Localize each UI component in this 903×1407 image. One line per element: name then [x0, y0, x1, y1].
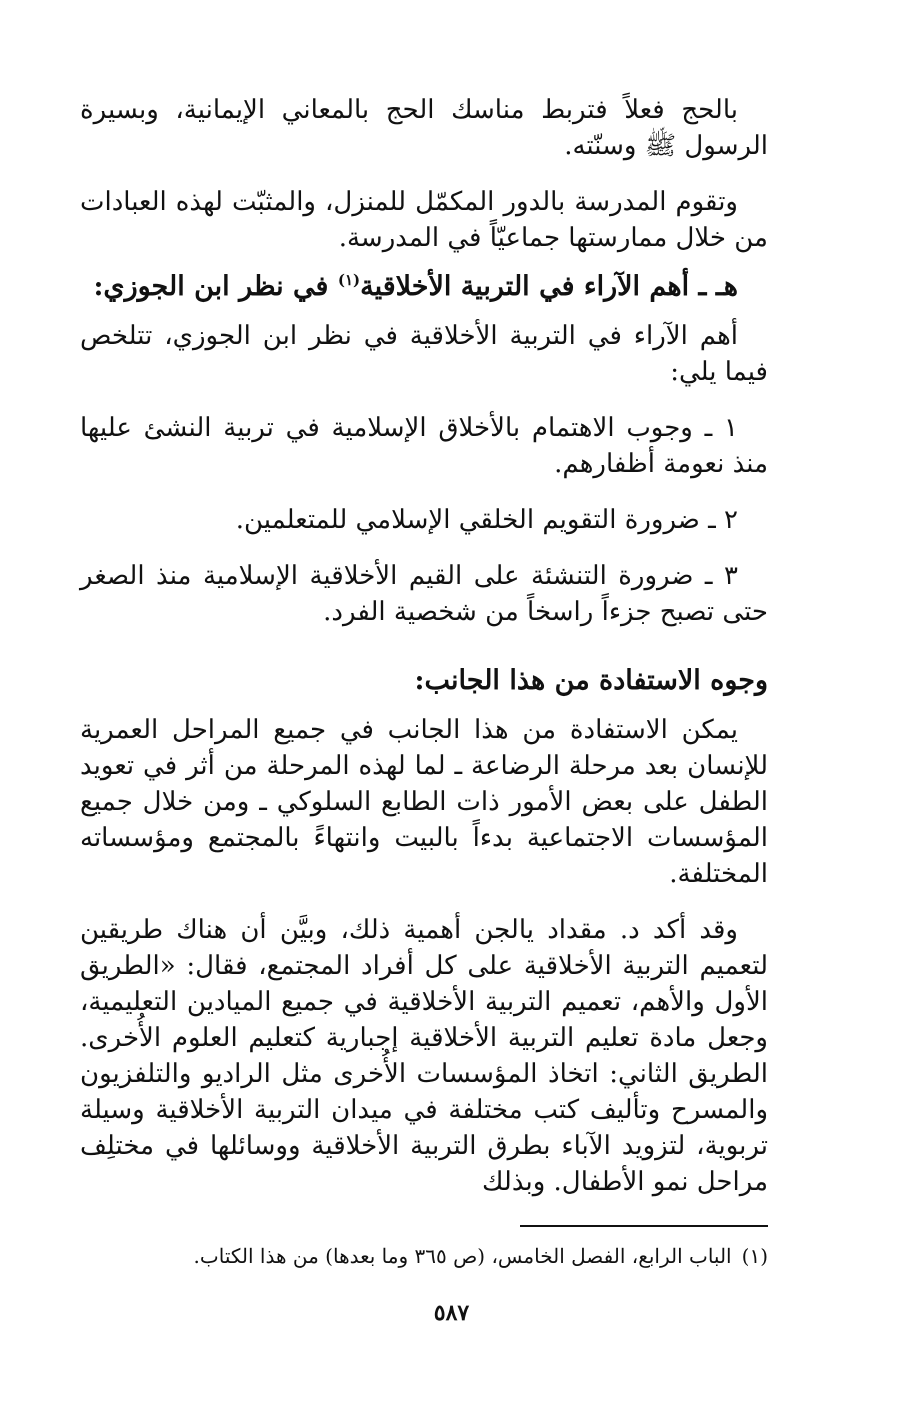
page-number: ٥٨٧ [433, 1300, 470, 1326]
paragraph-4: يمكن الاستفادة من هذا الجانب في جميع المراحل العمرية للإنسان بعد مرحلة الرضاعة ـ لما لهذه المرحلة من أثر في تعويد الطفل على بعض الأمور ذات الطابع السلوكي ـ ومن خلال جميع المؤسسات الاجتماعية بدءاً بالبيت وانتهاءً بالمجتمع ومؤسساته المختلفة. [80, 715, 768, 889]
heading-h-text: هـ ـ أهم الآراء في التربية الأخلاقية [360, 271, 738, 302]
list-item-1: ١ ـ وجوب الاهتمام بالأخلاق الإسلامية في تربية النشئ عليها منذ نعومة أظفارهم. [80, 413, 768, 479]
list-item-3: ٣ ـ ضرورة التنشئة على القيم الأخلاقية الإسلامية منذ الصغر حتى تصبح جزءاً راسخاً من شخصية الفرد. [80, 561, 768, 627]
section-heading-benefits: وجوه الاستفادة من هذا الجانب: [414, 665, 768, 696]
paragraph-3: أهم الآراء في التربية الأخلاقية في نظر ابن الجوزي، تتلخص فيما يلي: [80, 321, 768, 387]
footnote-number: (١) [741, 1244, 768, 1268]
footnote-text: الباب الرابع، الفصل الخامس، (ص ٣٦٥ وما بعدها) من هذا الكتاب. [193, 1244, 732, 1268]
page-body [80, 92, 768, 1200]
footnote-ref: (١) [337, 271, 361, 289]
heading-h-text-tail: في نظر ابن الجوزي: [93, 271, 338, 302]
section-heading-h [80, 268, 768, 306]
footnote-divider [520, 1225, 768, 1227]
list-item-2: ٢ ـ ضرورة التقويم الخلقي الإسلامي للمتعلمين. [235, 505, 738, 535]
paragraph-5: وقد أكد د. مقداد يالجن أهمية ذلك، وبيَّن أن هناك طريقين لتعميم التربية الأخلاقية على كل أفراد المجتمع، فقال: «الطريق الأول والأهم، تعميم التربية الأخلاقية في جميع الميادين التعليمية، وجعل مادة تعليم التربية الأخلاقية إجبارية كتعليم العلوم الأُخرى. الطريق الثاني: اتخاذ المؤسسات الأُخرى مثل الراديو والتلفزيون والمسرح وتأليف كتب مختلفة في ميدان التربية الأخلاقية وسيلة تربوية، لتزويد الآباء بطرق التربية الأخلاقية ووسائلها في مختلِف مراحل نمو الأطفال. وبذلك [80, 915, 768, 1197]
paragraph-1: بالحج فعلاً فتربط مناسك الحج بالمعاني الإيمانية، وبسيرة الرسول ﷺ وسنّته. [80, 95, 768, 161]
paragraph-2: وتقوم المدرسة بالدور المكمّل للمنزل، والمثبّت لهذه العبادات من خلال ممارستها جماعيّاً في المدرسة. [80, 187, 768, 253]
footnote [80, 1242, 768, 1270]
